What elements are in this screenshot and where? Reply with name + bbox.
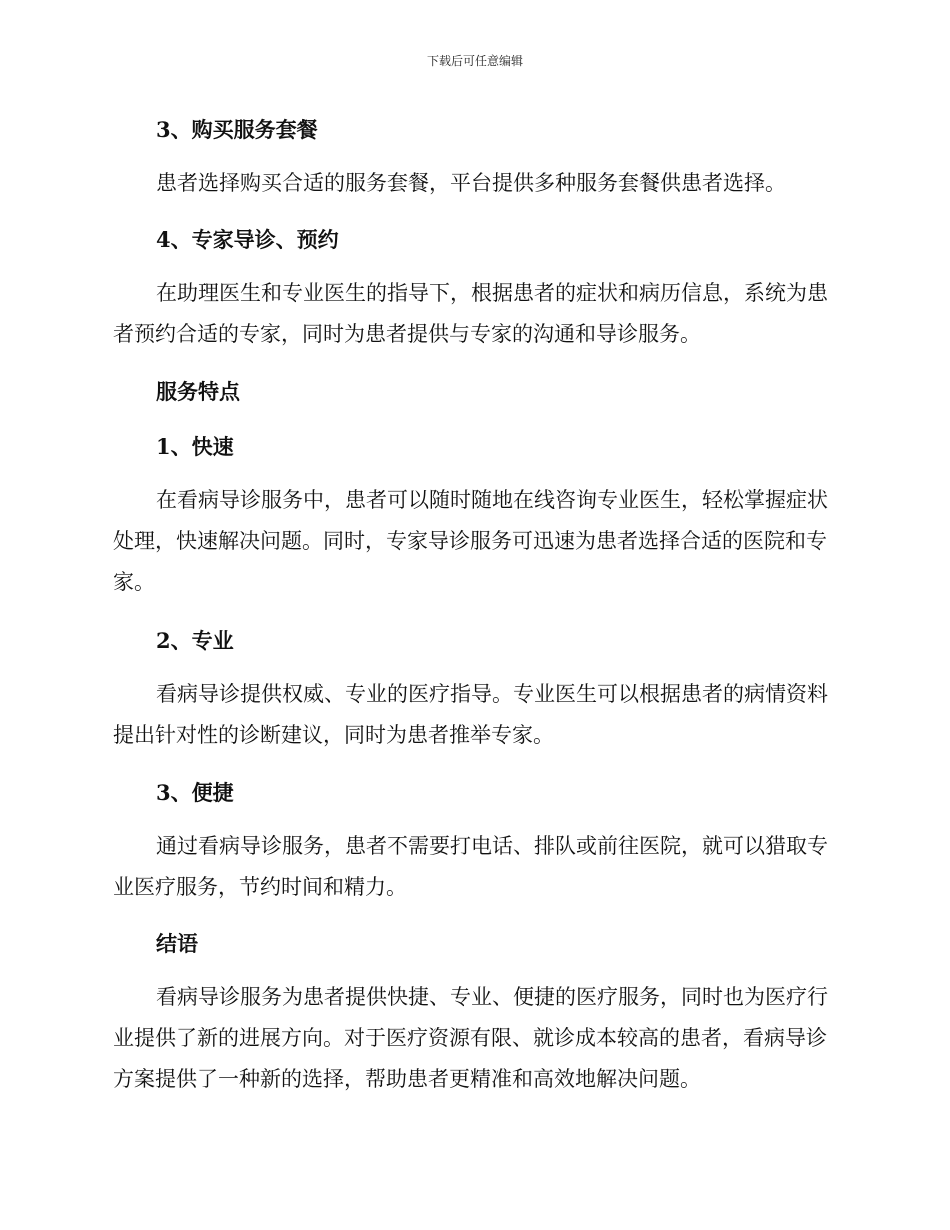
step4-paragraph: 在助理医生和专业医生的指导下，根据患者的症状和病历信息，系统为患者预约合适的专家，同时为患者提供与专家的沟通和导诊服务。	[113, 281, 828, 346]
feature1-paragraph: 在看病导诊服务中，患者可以随时随地在线咨询专业医生，轻松掌握症状处理，快速解决问题。同时，专家导诊服务可迅速为患者选择合适的医院和专家。	[113, 488, 828, 594]
conclusion-paragraph: 看病导诊服务为患者提供快捷、专业、便捷的医疗服务，同时也为医疗行业提供了新的进展方向。对于医疗资源有限、就诊成本较高的患者，看病导诊方案提供了一种新的选择，帮助患者更精准和高效地解决问题。	[113, 985, 828, 1091]
step3-paragraph: 患者选择购买合适的服务套餐，平台提供多种服务套餐供患者选择。	[156, 171, 786, 195]
feature3-heading: 3、便捷	[156, 780, 234, 805]
conclusion-heading: 结语	[156, 931, 198, 956]
page-header: 下载后可任意编辑	[426, 54, 523, 68]
step3-heading: 3、购买服务套餐	[156, 117, 318, 142]
feature3-paragraph: 通过看病导诊服务，患者不需要打电话、排队或前往医院，就可以猎取专业医疗服务，节约时间和精力。	[113, 834, 828, 899]
feature2-paragraph: 看病导诊提供权威、专业的医疗指导。专业医生可以根据患者的病情资料提出针对性的诊断建议，同时为患者推举专家。	[113, 682, 828, 747]
feature2-heading: 2、专业	[156, 628, 234, 653]
feature1-heading: 1、快速	[156, 434, 234, 459]
features-heading: 服务特点	[156, 379, 240, 404]
step4-heading: 4、专家导诊、预约	[156, 227, 339, 252]
